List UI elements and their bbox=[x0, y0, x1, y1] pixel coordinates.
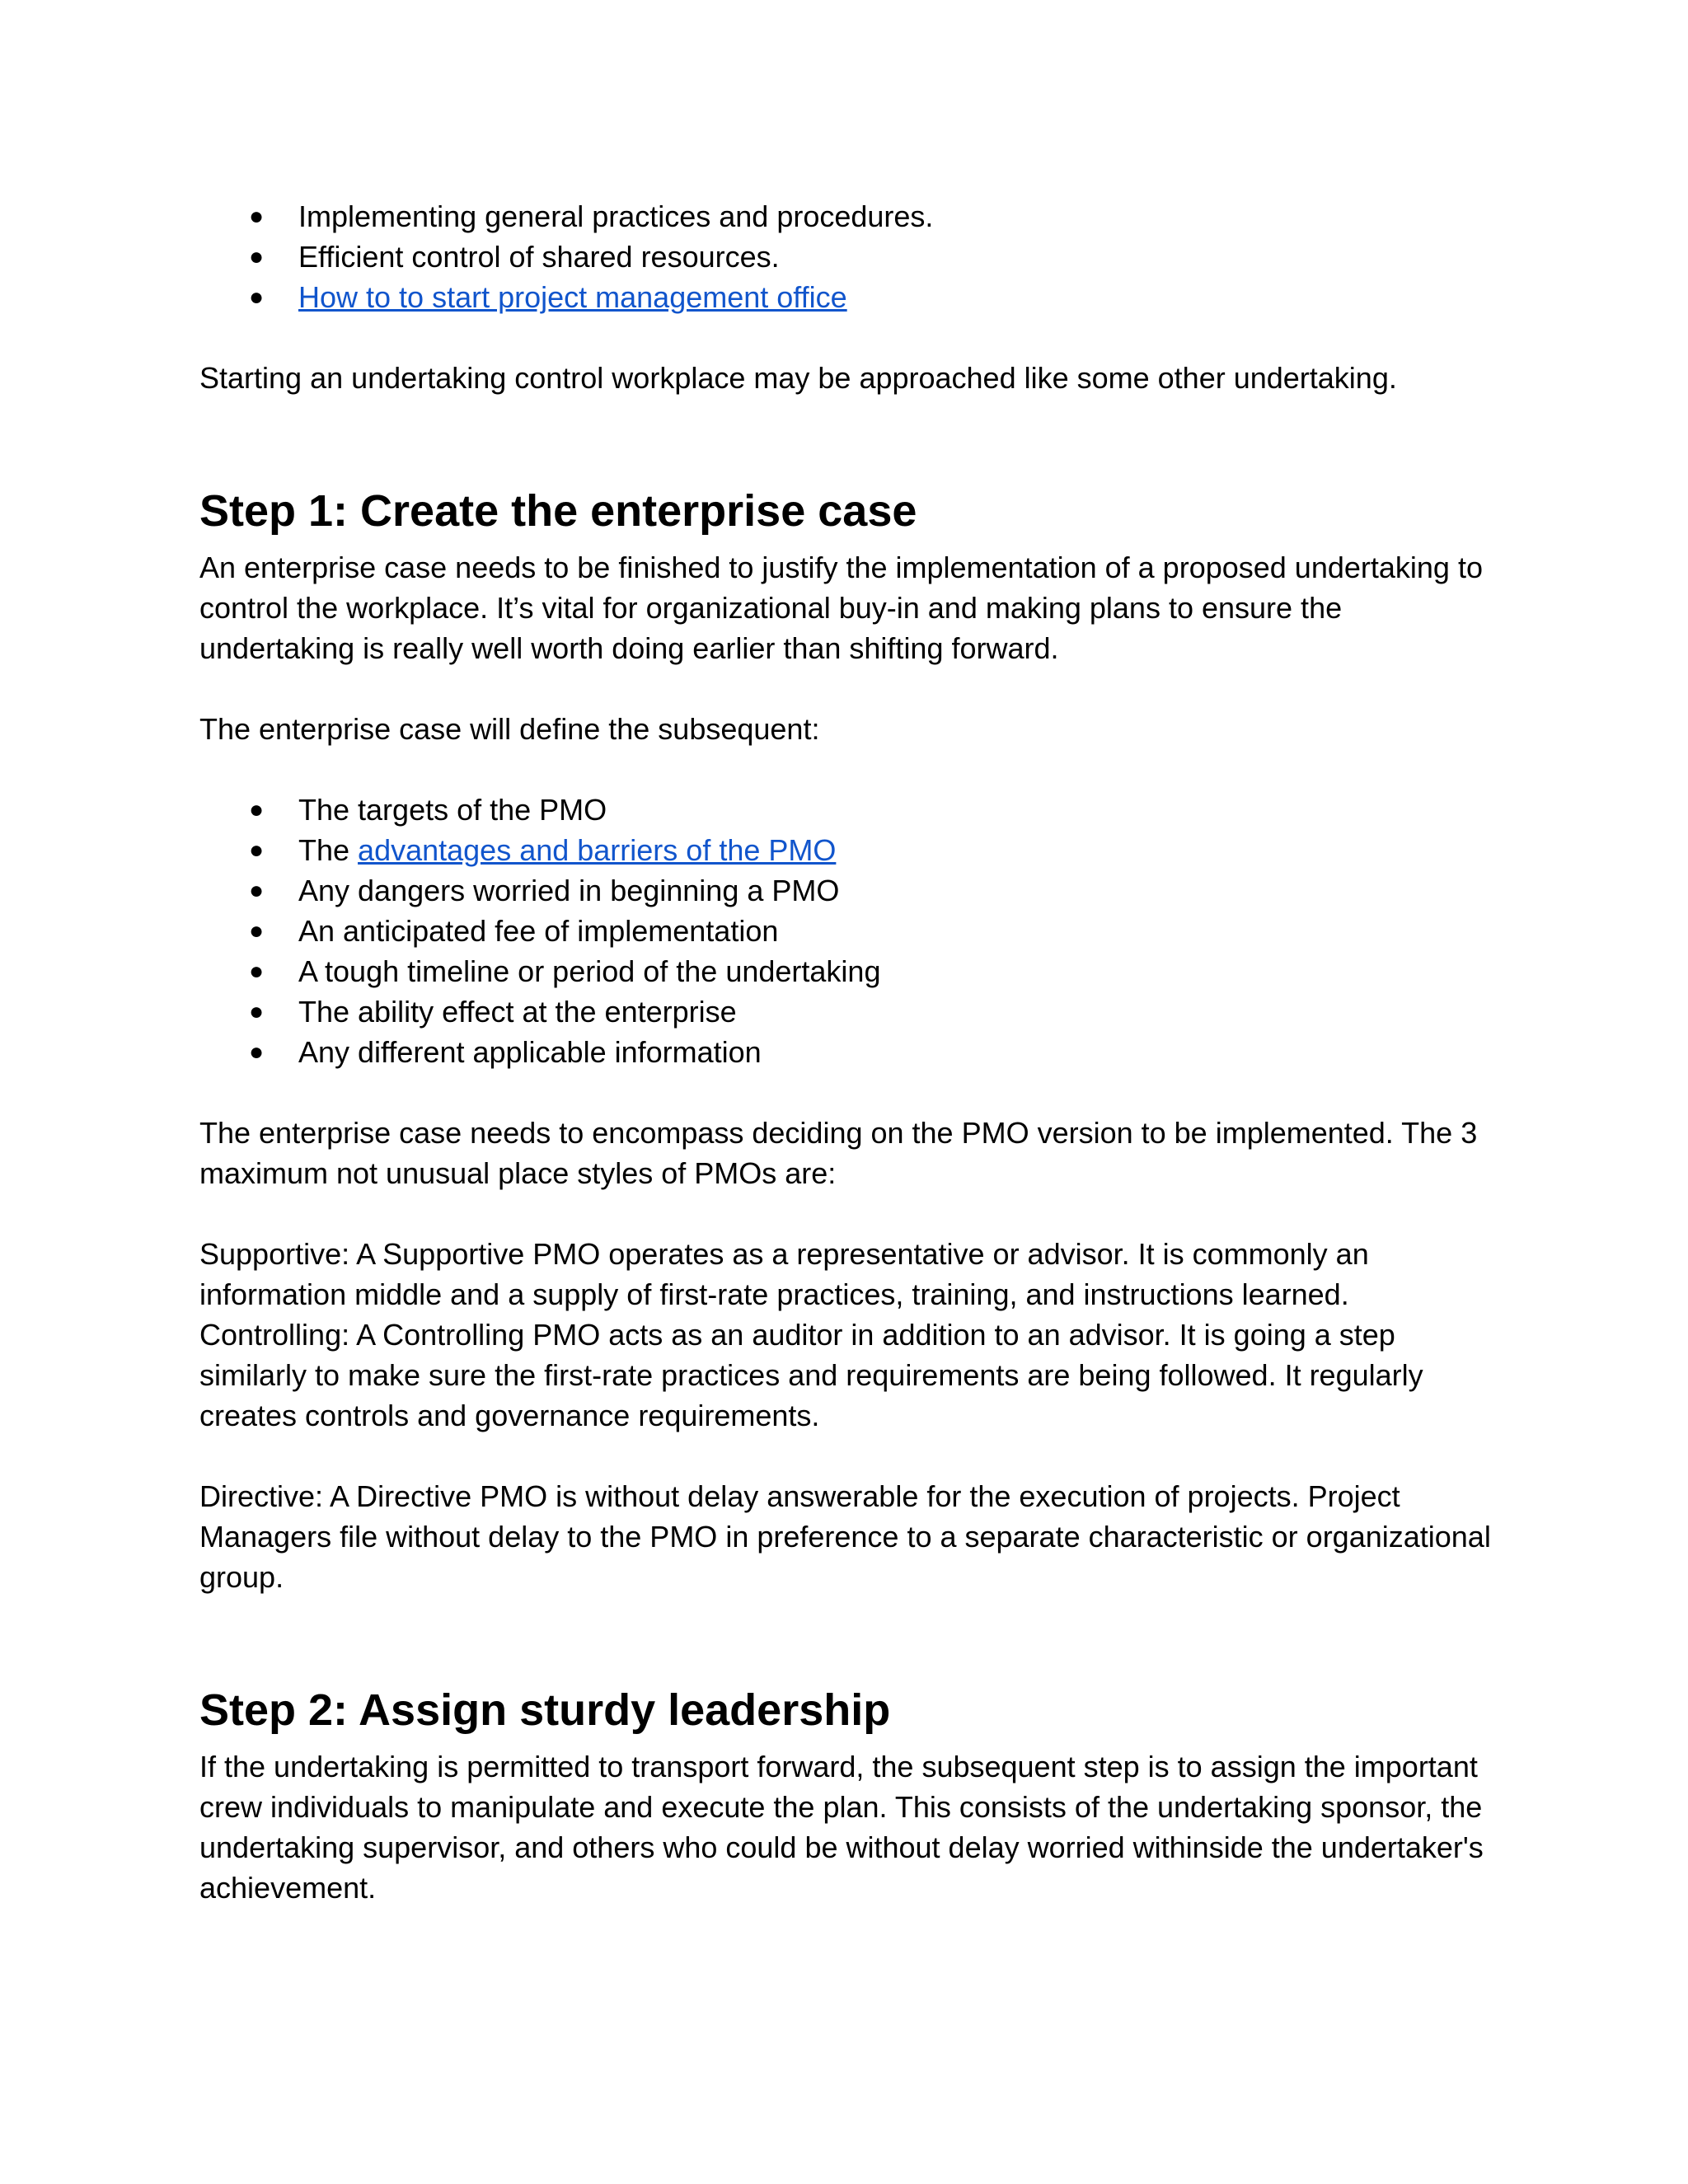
list-item-text: A tough timeline or period of the undertaking bbox=[298, 954, 881, 988]
intro-paragraph: Starting an undertaking control workplace may be approached like some other undertaking. bbox=[199, 361, 1397, 395]
bullet-icon: ● bbox=[249, 998, 265, 1025]
step1-paragraph-controlling: Controlling: A Controlling PMO acts as an auditor in addition to an advisor. It is going a step similarly to make sure the first-rate practices and requirements are being followed. It regularly creates controls and governance requirements. bbox=[199, 1318, 1423, 1432]
step1-paragraph-3: The enterprise case needs to encompass deciding on the PMO version to be implemented. The 3 maximum not unusual place styles of PMOs are: bbox=[199, 1116, 1478, 1190]
list-item bbox=[199, 790, 1502, 830]
list-item-text: Any dangers worried in beginning a PMO bbox=[298, 874, 840, 907]
list-item bbox=[199, 991, 1502, 1032]
bullet-icon: ● bbox=[249, 958, 265, 985]
list-item-text: Implementing general practices and procedures. bbox=[298, 199, 934, 233]
bullet-icon: ● bbox=[249, 284, 265, 311]
bullet-icon: ● bbox=[249, 837, 265, 864]
start-pmo-link[interactable]: How to to start project management office bbox=[298, 280, 847, 314]
bullet-icon: ● bbox=[249, 243, 265, 270]
list-item-text: Efficient control of shared resources. bbox=[298, 240, 780, 274]
list-item bbox=[199, 830, 1502, 870]
list-item-text: An anticipated fee of implementation bbox=[298, 914, 779, 948]
list-item bbox=[199, 237, 1502, 277]
document-page bbox=[199, 196, 1502, 1908]
step1-paragraph-2: The enterprise case will define the subsequent: bbox=[199, 712, 820, 746]
list-item-text: The targets of the PMO bbox=[298, 793, 607, 827]
step1-heading: Step 1: Create the enterprise case bbox=[199, 486, 917, 536]
step2-paragraph-1: If the undertaking is permitted to transport forward, the subsequent step is to assign the important crew individuals to manipulate and execute the plan. This consists of the undertaking sponsor, the undertaking supervisor, and others who could be without delay worried withinside the undertaker's achievement. bbox=[199, 1750, 1484, 1905]
bullet-icon: ● bbox=[249, 917, 265, 944]
step1-paragraph-1: An enterprise case needs to be finished to justify the implementation of a proposed undertaking to control the workplace. It’s vital for organizational buy-in and making plans to ensure the undertaking is really well worth doing earlier than shifting forward. bbox=[199, 551, 1483, 665]
list-item-text: The ability effect at the enterprise bbox=[298, 995, 737, 1029]
list-item bbox=[199, 911, 1502, 951]
bullet-icon: ● bbox=[249, 1038, 265, 1066]
step2-heading: Step 2: Assign sturdy leadership bbox=[199, 1685, 891, 1735]
list-item bbox=[199, 277, 1502, 317]
list-item-text: Any different applicable information bbox=[298, 1035, 762, 1069]
list-item bbox=[199, 1032, 1502, 1072]
step1-paragraph-supportive: Supportive: A Supportive PMO operates as a representative or advisor. It is commonly an information middle and a supply of first-rate practices, training, and instructions learned. bbox=[199, 1237, 1369, 1311]
bullet-icon: ● bbox=[249, 796, 265, 823]
list-item bbox=[199, 951, 1502, 991]
step1-paragraph-directive: Directive: A Directive PMO is without delay answerable for the execution of projects. Project Managers file without delay to the PMO in preference to a separate characteristic or organizational group. bbox=[199, 1479, 1491, 1594]
list-item bbox=[199, 870, 1502, 911]
bullet-icon: ● bbox=[249, 203, 265, 230]
step1-bullet-list bbox=[199, 790, 1502, 1072]
intro-bullet-list bbox=[199, 196, 1502, 317]
list-item bbox=[199, 196, 1502, 237]
bullet-icon: ● bbox=[249, 877, 265, 904]
list-item-prefix: The bbox=[298, 833, 359, 867]
advantages-barriers-link[interactable]: advantages and barriers of the PMO bbox=[358, 833, 837, 867]
